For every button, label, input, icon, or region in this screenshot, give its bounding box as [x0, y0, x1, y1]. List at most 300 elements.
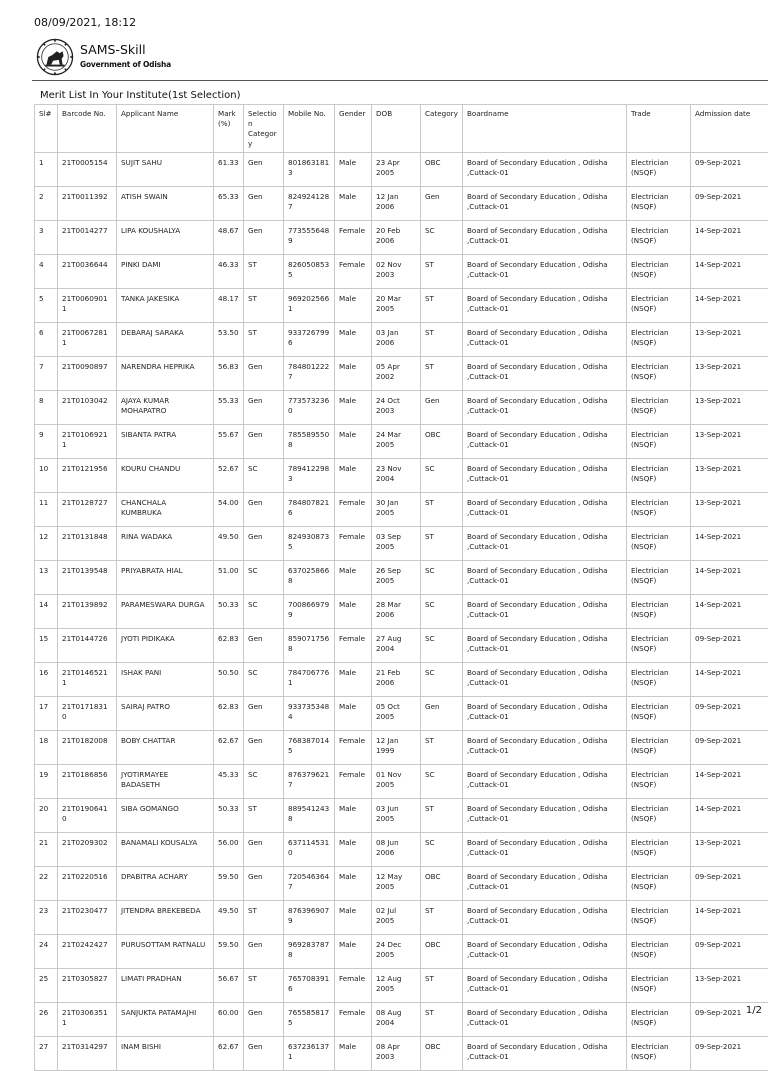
cell-category: SC: [421, 629, 463, 663]
cell-selection-category: Gen: [244, 493, 284, 527]
cell-gender: Male: [335, 833, 372, 867]
cell-serial: 26: [35, 1003, 58, 1037]
cell-gender: Male: [335, 799, 372, 833]
cell-category: OBC: [421, 1037, 463, 1071]
cell-serial: 9: [35, 425, 58, 459]
page-number: 1/2: [746, 1005, 762, 1016]
cell-selection-category: ST: [244, 255, 284, 289]
cell-selection-category: Gen: [244, 935, 284, 969]
cell-dob: 24 Mar 2005: [372, 425, 421, 459]
cell-mark: 49.50: [214, 901, 244, 935]
cell-gender: Male: [335, 697, 372, 731]
cell-selection-category: Gen: [244, 527, 284, 561]
cell-category: SC: [421, 221, 463, 255]
cell-mark: 50.50: [214, 663, 244, 697]
cell-trade: Electrician (NSQF): [627, 255, 691, 289]
cell-gender: Male: [335, 561, 372, 595]
cell-barcode: 21T03063511: [58, 1003, 117, 1037]
cell-trade: Electrician (NSQF): [627, 663, 691, 697]
cell-mark: 62.83: [214, 697, 244, 731]
column-header-barcode: Barcode No.: [58, 105, 117, 153]
cell-selection-category: Gen: [244, 731, 284, 765]
cell-selection-category: SC: [244, 765, 284, 799]
cell-category: ST: [421, 357, 463, 391]
cell-category: ST: [421, 493, 463, 527]
cell-mobile: 7855895508: [284, 425, 335, 459]
page-title: Merit List In Your Institute(1st Selection): [40, 90, 241, 101]
cell-category: SC: [421, 663, 463, 697]
cell-dob: 23 Nov 2004: [372, 459, 421, 493]
cell-trade: Electrician (NSQF): [627, 1003, 691, 1037]
cell-serial: 27: [35, 1037, 58, 1071]
cell-admission-date: 09-Sep-2021: [691, 731, 768, 765]
cell-boardname: Board of Secondary Education , Odisha ,Cuttack-01: [463, 901, 627, 935]
cell-mobile: 7848078216: [284, 493, 335, 527]
cell-trade: Electrician (NSQF): [627, 493, 691, 527]
cell-gender: Male: [335, 153, 372, 187]
cell-selection-category: ST: [244, 323, 284, 357]
table-row: [35, 901, 768, 935]
cell-mobile: 9337353484: [284, 697, 335, 731]
cell-selection-category: Gen: [244, 221, 284, 255]
cell-serial: 3: [35, 221, 58, 255]
cell-trade: Electrician (NSQF): [627, 391, 691, 425]
cell-boardname: Board of Secondary Education , Odisha ,Cuttack-01: [463, 323, 627, 357]
cell-applicant-name: BANAMALI KOUSALYA: [117, 833, 214, 867]
cell-applicant-name: NARENDRA HEPRIKA: [117, 357, 214, 391]
cell-gender: Female: [335, 969, 372, 1003]
table-row: [35, 323, 768, 357]
cell-dob: 02 Jul 2005: [372, 901, 421, 935]
cell-boardname: Board of Secondary Education , Odisha ,Cuttack-01: [463, 1003, 627, 1037]
cell-serial: 14: [35, 595, 58, 629]
cell-barcode: 21T0121956: [58, 459, 117, 493]
cell-selection-category: Gen: [244, 697, 284, 731]
cell-boardname: Board of Secondary Education , Odisha ,Cuttack-01: [463, 391, 627, 425]
cell-applicant-name: LIPA KOUSHALYA: [117, 221, 214, 255]
cell-trade: Electrician (NSQF): [627, 765, 691, 799]
cell-selection-category: SC: [244, 663, 284, 697]
cell-gender: Male: [335, 289, 372, 323]
table-row: [35, 969, 768, 1003]
cell-applicant-name: JITENDRA BREKEBEDA: [117, 901, 214, 935]
cell-barcode: 21T01718310: [58, 697, 117, 731]
cell-mobile: 8249241287: [284, 187, 335, 221]
cell-trade: Electrician (NSQF): [627, 697, 691, 731]
cell-mobile: 7735732360: [284, 391, 335, 425]
table-row: [35, 799, 768, 833]
cell-dob: 24 Oct 2003: [372, 391, 421, 425]
cell-mobile: 9337267996: [284, 323, 335, 357]
cell-trade: Electrician (NSQF): [627, 969, 691, 1003]
cell-dob: 12 Jan 1999: [372, 731, 421, 765]
cell-trade: Electrician (NSQF): [627, 629, 691, 663]
org-subtitle: Government of Odisha: [80, 60, 171, 69]
cell-mark: 50.33: [214, 595, 244, 629]
cell-gender: Female: [335, 1003, 372, 1037]
cell-applicant-name: ISHAK PANI: [117, 663, 214, 697]
cell-mark: 48.67: [214, 221, 244, 255]
cell-selection-category: Gen: [244, 357, 284, 391]
cell-gender: Male: [335, 187, 372, 221]
cell-boardname: Board of Secondary Education , Odisha ,Cuttack-01: [463, 153, 627, 187]
cell-applicant-name: INAM BISHI: [117, 1037, 214, 1071]
table-row: [35, 153, 768, 187]
cell-selection-category: Gen: [244, 187, 284, 221]
cell-category: SC: [421, 561, 463, 595]
cell-category: Gen: [421, 187, 463, 221]
cell-serial: 16: [35, 663, 58, 697]
column-header-applicant-name: Applicant Name: [117, 105, 214, 153]
cell-mark: 59.50: [214, 935, 244, 969]
table-row: [35, 867, 768, 901]
cell-gender: Male: [335, 323, 372, 357]
cell-mark: 50.33: [214, 799, 244, 833]
cell-category: OBC: [421, 153, 463, 187]
cell-dob: 05 Apr 2002: [372, 357, 421, 391]
cell-trade: Electrician (NSQF): [627, 595, 691, 629]
cell-category: ST: [421, 969, 463, 1003]
cell-serial: 8: [35, 391, 58, 425]
cell-mark: 61.33: [214, 153, 244, 187]
table-row: [35, 391, 768, 425]
cell-barcode: 21T0014277: [58, 221, 117, 255]
cell-barcode: 21T0128727: [58, 493, 117, 527]
cell-admission-date: 09-Sep-2021: [691, 1003, 768, 1037]
cell-barcode: 21T0036644: [58, 255, 117, 289]
table-row: [35, 221, 768, 255]
cell-dob: 01 Nov 2005: [372, 765, 421, 799]
cell-applicant-name: DPABITRA ACHARY: [117, 867, 214, 901]
cell-applicant-name: DEBARAJ SARAKA: [117, 323, 214, 357]
cell-selection-category: Gen: [244, 867, 284, 901]
cell-serial: 18: [35, 731, 58, 765]
merit-table-container: [34, 104, 768, 1071]
cell-barcode: 21T0182008: [58, 731, 117, 765]
cell-applicant-name: SAIRAJ PATRO: [117, 697, 214, 731]
cell-boardname: Board of Secondary Education , Odisha ,Cuttack-01: [463, 527, 627, 561]
cell-boardname: Board of Secondary Education , Odisha ,Cuttack-01: [463, 425, 627, 459]
cell-dob: 03 Sep 2005: [372, 527, 421, 561]
cell-applicant-name: JYOTI PIDIKAKA: [117, 629, 214, 663]
cell-applicant-name: PURUSOTTAM RATNALU: [117, 935, 214, 969]
table-row: [35, 1037, 768, 1071]
cell-mark: 62.67: [214, 731, 244, 765]
cell-serial: 13: [35, 561, 58, 595]
cell-dob: 02 Nov 2003: [372, 255, 421, 289]
cell-mobile: 9692025661: [284, 289, 335, 323]
cell-applicant-name: PARAMESWARA DURGA: [117, 595, 214, 629]
cell-barcode: 21T0005154: [58, 153, 117, 187]
cell-barcode: 21T01465211: [58, 663, 117, 697]
cell-dob: 05 Oct 2005: [372, 697, 421, 731]
cell-applicant-name: SANJUKTA PATAMAJHI: [117, 1003, 214, 1037]
cell-mobile: 6372361371: [284, 1037, 335, 1071]
cell-applicant-name: SUJIT SAHU: [117, 153, 214, 187]
cell-boardname: Board of Secondary Education , Odisha ,Cuttack-01: [463, 663, 627, 697]
cell-category: ST: [421, 1003, 463, 1037]
column-header-gender: Gender: [335, 105, 372, 153]
cell-dob: 20 Feb 2006: [372, 221, 421, 255]
merit-list-table: [34, 104, 768, 1071]
cell-barcode: 21T00609011: [58, 289, 117, 323]
cell-boardname: Board of Secondary Education , Odisha ,Cuttack-01: [463, 187, 627, 221]
cell-category: SC: [421, 459, 463, 493]
cell-applicant-name: CHANCHALA KUMBRUKA: [117, 493, 214, 527]
cell-selection-category: SC: [244, 459, 284, 493]
cell-gender: Male: [335, 935, 372, 969]
cell-mark: 55.67: [214, 425, 244, 459]
cell-selection-category: Gen: [244, 833, 284, 867]
cell-dob: 08 Aug 2004: [372, 1003, 421, 1037]
cell-applicant-name: LIMATI PRADHAN: [117, 969, 214, 1003]
cell-admission-date: 09-Sep-2021: [691, 153, 768, 187]
table-row: [35, 731, 768, 765]
cell-dob: 26 Sep 2005: [372, 561, 421, 595]
cell-boardname: Board of Secondary Education , Odisha ,Cuttack-01: [463, 289, 627, 323]
cell-mark: 55.33: [214, 391, 244, 425]
cell-serial: 11: [35, 493, 58, 527]
cell-serial: 24: [35, 935, 58, 969]
cell-category: ST: [421, 323, 463, 357]
cell-trade: Electrician (NSQF): [627, 459, 691, 493]
cell-admission-date: 09-Sep-2021: [691, 935, 768, 969]
cell-gender: Male: [335, 391, 372, 425]
cell-admission-date: 09-Sep-2021: [691, 187, 768, 221]
cell-applicant-name: SIBA GOMANGO: [117, 799, 214, 833]
cell-category: ST: [421, 799, 463, 833]
table-row: [35, 935, 768, 969]
cell-mobile: 7735556489: [284, 221, 335, 255]
cell-serial: 25: [35, 969, 58, 1003]
cell-barcode: 21T0230477: [58, 901, 117, 935]
cell-admission-date: 13-Sep-2021: [691, 493, 768, 527]
cell-serial: 1: [35, 153, 58, 187]
column-header-serial: Sl#: [35, 105, 58, 153]
cell-selection-category: Gen: [244, 629, 284, 663]
column-header-trade: Trade: [627, 105, 691, 153]
cell-admission-date: 13-Sep-2021: [691, 833, 768, 867]
cell-dob: 27 Aug 2004: [372, 629, 421, 663]
cell-mark: 54.00: [214, 493, 244, 527]
cell-mark: 45.33: [214, 765, 244, 799]
cell-admission-date: 14-Sep-2021: [691, 663, 768, 697]
table-header-row: [35, 105, 768, 153]
cell-gender: Female: [335, 255, 372, 289]
cell-mark: 52.67: [214, 459, 244, 493]
cell-mobile: 7655858175: [284, 1003, 335, 1037]
cell-gender: Male: [335, 595, 372, 629]
cell-applicant-name: ATISH SWAIN: [117, 187, 214, 221]
cell-barcode: 21T0139892: [58, 595, 117, 629]
cell-selection-category: ST: [244, 901, 284, 935]
cell-barcode: 21T0186856: [58, 765, 117, 799]
table-row: [35, 187, 768, 221]
cell-boardname: Board of Secondary Education , Odisha ,Cuttack-01: [463, 799, 627, 833]
table-row: [35, 493, 768, 527]
cell-barcode: 21T0131848: [58, 527, 117, 561]
cell-admission-date: 13-Sep-2021: [691, 323, 768, 357]
cell-selection-category: Gen: [244, 391, 284, 425]
cell-trade: Electrician (NSQF): [627, 221, 691, 255]
cell-admission-date: 13-Sep-2021: [691, 357, 768, 391]
cell-mark: 56.00: [214, 833, 244, 867]
cell-mark: 48.17: [214, 289, 244, 323]
cell-mobile: 6371145310: [284, 833, 335, 867]
cell-admission-date: 14-Sep-2021: [691, 901, 768, 935]
cell-trade: Electrician (NSQF): [627, 935, 691, 969]
table-row: [35, 765, 768, 799]
cell-dob: 03 Jan 2006: [372, 323, 421, 357]
cell-boardname: Board of Secondary Education , Odisha ,Cuttack-01: [463, 697, 627, 731]
cell-mobile: 9692837878: [284, 935, 335, 969]
cell-admission-date: 13-Sep-2021: [691, 969, 768, 1003]
cell-dob: 21 Feb 2006: [372, 663, 421, 697]
cell-category: OBC: [421, 935, 463, 969]
cell-mobile: 8763796217: [284, 765, 335, 799]
cell-serial: 6: [35, 323, 58, 357]
cell-category: SC: [421, 765, 463, 799]
column-header-category: Category: [421, 105, 463, 153]
cell-trade: Electrician (NSQF): [627, 425, 691, 459]
table-row: [35, 629, 768, 663]
cell-boardname: Board of Secondary Education , Odisha ,Cuttack-01: [463, 935, 627, 969]
cell-trade: Electrician (NSQF): [627, 527, 691, 561]
cell-selection-category: ST: [244, 799, 284, 833]
cell-barcode: 21T0209302: [58, 833, 117, 867]
cell-mark: 51.00: [214, 561, 244, 595]
cell-barcode: 21T0314297: [58, 1037, 117, 1071]
cell-dob: 12 May 2005: [372, 867, 421, 901]
cell-applicant-name: BOBY CHATTAR: [117, 731, 214, 765]
cell-applicant-name: PRIYABRATA HIAL: [117, 561, 214, 595]
cell-gender: Female: [335, 731, 372, 765]
cell-gender: Female: [335, 629, 372, 663]
cell-selection-category: Gen: [244, 1037, 284, 1071]
cell-category: ST: [421, 901, 463, 935]
cell-barcode: 21T0139548: [58, 561, 117, 595]
table-row: [35, 255, 768, 289]
cell-boardname: Board of Secondary Education , Odisha ,Cuttack-01: [463, 629, 627, 663]
cell-mobile: 7205463647: [284, 867, 335, 901]
cell-dob: 23 Apr 2005: [372, 153, 421, 187]
cell-applicant-name: AJAYA KUMAR MOHAPATRO: [117, 391, 214, 425]
column-header-mark: Mark (%): [214, 105, 244, 153]
cell-gender: Female: [335, 221, 372, 255]
cell-boardname: Board of Secondary Education , Odisha ,Cuttack-01: [463, 357, 627, 391]
cell-applicant-name: SIBANTA PATRA: [117, 425, 214, 459]
cell-boardname: Board of Secondary Education , Odisha ,Cuttack-01: [463, 833, 627, 867]
cell-applicant-name: JYOTIRMAYEE BADASETH: [117, 765, 214, 799]
table-row: [35, 595, 768, 629]
column-header-admission-date: Admission date: [691, 105, 768, 153]
cell-dob: 12 Jan 2006: [372, 187, 421, 221]
table-row: [35, 663, 768, 697]
cell-applicant-name: PINKI DAMI: [117, 255, 214, 289]
cell-boardname: Board of Secondary Education , Odisha ,Cuttack-01: [463, 969, 627, 1003]
cell-gender: Male: [335, 901, 372, 935]
cell-mobile: 8590717568: [284, 629, 335, 663]
cell-barcode: 21T0305827: [58, 969, 117, 1003]
cell-trade: Electrician (NSQF): [627, 561, 691, 595]
table-row: [35, 697, 768, 731]
table-row: [35, 289, 768, 323]
cell-barcode: 21T01069211: [58, 425, 117, 459]
cell-mark: 56.67: [214, 969, 244, 1003]
cell-category: ST: [421, 289, 463, 323]
cell-serial: 17: [35, 697, 58, 731]
cell-trade: Electrician (NSQF): [627, 901, 691, 935]
cell-trade: Electrician (NSQF): [627, 867, 691, 901]
cell-mark: 56.83: [214, 357, 244, 391]
cell-serial: 23: [35, 901, 58, 935]
cell-selection-category: SC: [244, 561, 284, 595]
cell-dob: 24 Dec 2005: [372, 935, 421, 969]
cell-admission-date: 14-Sep-2021: [691, 799, 768, 833]
cell-selection-category: Gen: [244, 1003, 284, 1037]
cell-category: Gen: [421, 391, 463, 425]
cell-boardname: Board of Secondary Education , Odisha ,Cuttack-01: [463, 595, 627, 629]
cell-serial: 15: [35, 629, 58, 663]
cell-category: OBC: [421, 425, 463, 459]
org-name: SAMS-Skill: [80, 42, 146, 57]
column-header-mobile: Mobile No.: [284, 105, 335, 153]
cell-mobile: 7657083916: [284, 969, 335, 1003]
cell-serial: 19: [35, 765, 58, 799]
cell-boardname: Board of Secondary Education , Odisha ,Cuttack-01: [463, 459, 627, 493]
cell-barcode: 21T0103042: [58, 391, 117, 425]
column-header-boardname: Boardname: [463, 105, 627, 153]
table-row: [35, 527, 768, 561]
table-row: [35, 833, 768, 867]
cell-category: SC: [421, 833, 463, 867]
cell-trade: Electrician (NSQF): [627, 1037, 691, 1071]
cell-barcode: 21T00672811: [58, 323, 117, 357]
cell-gender: Male: [335, 867, 372, 901]
cell-mark: 49.50: [214, 527, 244, 561]
cell-serial: 5: [35, 289, 58, 323]
cell-selection-category: SC: [244, 595, 284, 629]
cell-dob: 28 Mar 2006: [372, 595, 421, 629]
print-timestamp: 08/09/2021, 18:12: [34, 16, 136, 29]
cell-dob: 30 Jan 2005: [372, 493, 421, 527]
cell-mobile: 8260508535: [284, 255, 335, 289]
cell-serial: 20: [35, 799, 58, 833]
cell-category: ST: [421, 731, 463, 765]
cell-barcode: 21T0144726: [58, 629, 117, 663]
cell-selection-category: Gen: [244, 425, 284, 459]
cell-boardname: Board of Secondary Education , Odisha ,Cuttack-01: [463, 731, 627, 765]
cell-admission-date: 13-Sep-2021: [691, 459, 768, 493]
cell-gender: Female: [335, 765, 372, 799]
cell-serial: 12: [35, 527, 58, 561]
cell-boardname: Board of Secondary Education , Odisha ,Cuttack-01: [463, 867, 627, 901]
cell-gender: Male: [335, 459, 372, 493]
cell-gender: Male: [335, 1037, 372, 1071]
cell-trade: Electrician (NSQF): [627, 833, 691, 867]
column-header-dob: DOB: [372, 105, 421, 153]
header-divider: [32, 80, 768, 81]
cell-barcode: 21T01906410: [58, 799, 117, 833]
cell-boardname: Board of Secondary Education , Odisha ,Cuttack-01: [463, 255, 627, 289]
cell-mark: 59.50: [214, 867, 244, 901]
cell-boardname: Board of Secondary Education , Odisha ,Cuttack-01: [463, 221, 627, 255]
cell-admission-date: 14-Sep-2021: [691, 289, 768, 323]
cell-boardname: Board of Secondary Education , Odisha ,Cuttack-01: [463, 561, 627, 595]
table-row: [35, 425, 768, 459]
cell-boardname: Board of Secondary Education , Odisha ,Cuttack-01: [463, 1037, 627, 1071]
cell-admission-date: 13-Sep-2021: [691, 425, 768, 459]
